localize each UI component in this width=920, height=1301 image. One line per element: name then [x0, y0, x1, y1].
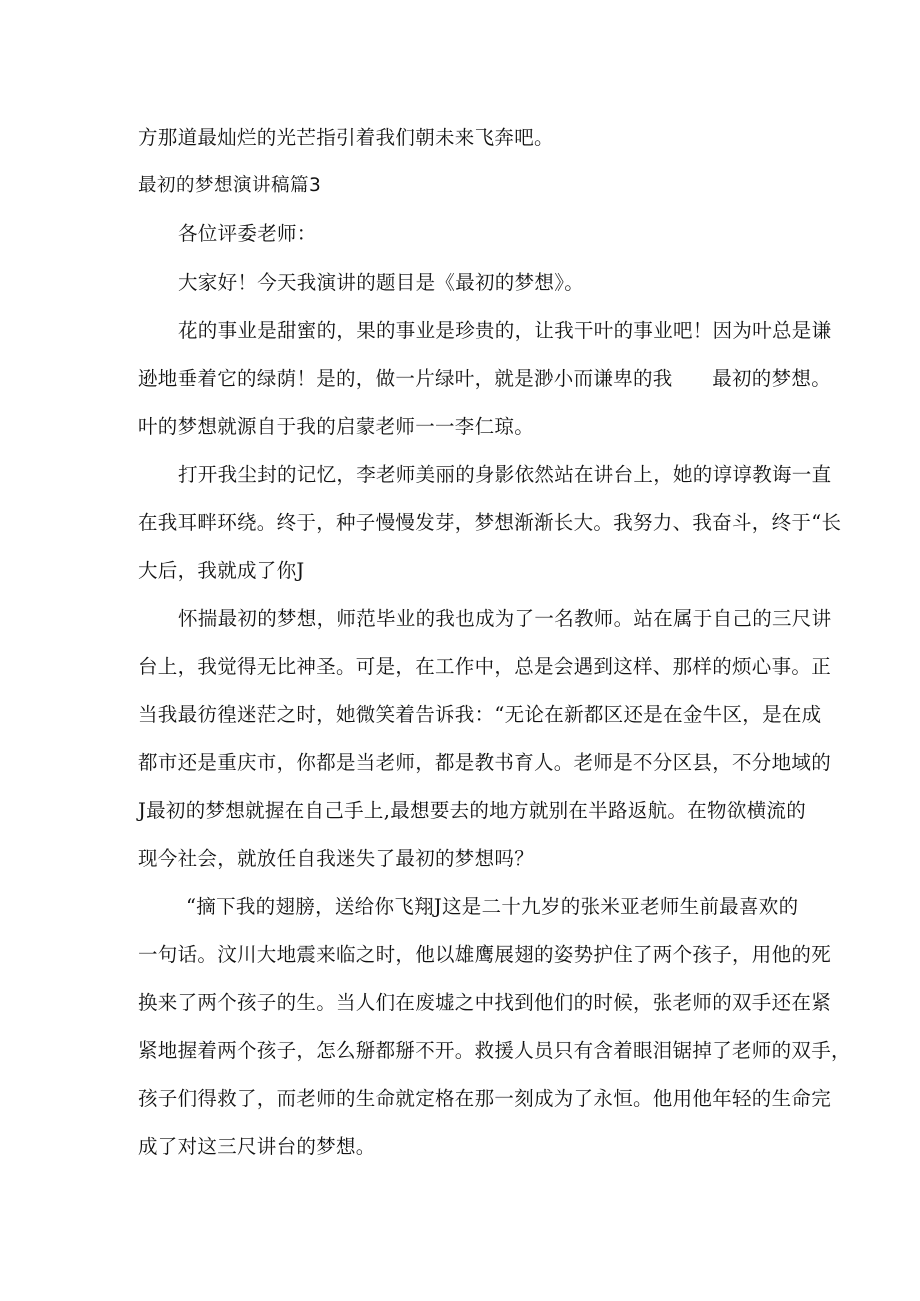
paragraph-line: 紧地握着两个孩子，怎么掰都掰不开。救援人员只有含着眼泪锯掉了老师的双手，	[138, 1039, 851, 1062]
paragraph-line: 打开我尘封的记忆，李老师美丽的身影依然站在讲台上，她的谆谆教诲一直	[178, 463, 832, 486]
paragraph-line: J最初的梦想就握在自己手上,最想要去的地方就别在半路返航。在物欲横流的	[138, 799, 807, 822]
paragraph-line: 一句话。汶川大地震来临之时，他以雄鹰展翅的姿势护住了两个孩子，用他的死	[138, 943, 832, 966]
paragraph-line: 当我最彷徨迷茫之时，她微笑着告诉我：“无论在新都区还是在金牛区，是在成	[138, 703, 822, 726]
paragraph-line: 花的事业是甜蜜的，果的事业是珍贵的，让我干叶的事业吧！因为叶总是谦	[178, 319, 832, 342]
paragraph-line: 大后，我就成了你J	[138, 559, 305, 582]
paragraph-line: 大家好！今天我演讲的题目是《最初的梦想》。	[178, 271, 585, 294]
paragraph-line: 成了对这三尺讲台的梦想。	[138, 1135, 376, 1158]
paragraph-line: 在我耳畔环绕。终于，种子慢慢发芽，梦想渐渐长大。我努力、我奋斗，终于“长	[138, 511, 842, 534]
paragraph-line: 换来了两个孩子的生。当人们在废墟之中找到他们的时候，张老师的双手还在紧	[138, 991, 832, 1014]
paragraph-line: 怀揣最初的梦想，师范毕业的我也成为了一名教师。站在属于自己的三尺讲	[178, 607, 832, 630]
paragraph-line: “摘下我的翅膀，送给你飞翔J这是二十九岁的张米亚老师生前最喜欢的	[186, 895, 799, 918]
paragraph-line: 叶的梦想就源自于我的启蒙老师一一李仁琼。	[138, 415, 535, 438]
paragraph-line: 台上，我觉得无比神圣。可是，在工作中，总是会遇到这样、那样的烦心事。正	[138, 655, 832, 678]
paragraph-line: 孩子们得救了，而老师的生命就定格在那一刻成为了永恒。他用他年轻的生命完	[138, 1087, 832, 1110]
paragraph-line: 方那道最灿烂的光芒指引着我们朝未来飞奔吧。	[138, 126, 554, 149]
section-heading: 最初的梦想演讲稿篇3	[138, 175, 322, 196]
paragraph-line: 现今社会，就放任自我迷失了最初的梦想吗？	[138, 847, 535, 870]
salutation-line: 各位评委老师：	[178, 222, 317, 245]
paragraph-line: 逊地垂着它的绿荫！是的，做一片绿叶，就是渺小而谦卑的我 最初的梦想。	[138, 367, 832, 390]
paragraph-line: 都市还是重庆市，你都是当老师，都是教书育人。老师是不分区县，不分地域的	[138, 751, 832, 774]
